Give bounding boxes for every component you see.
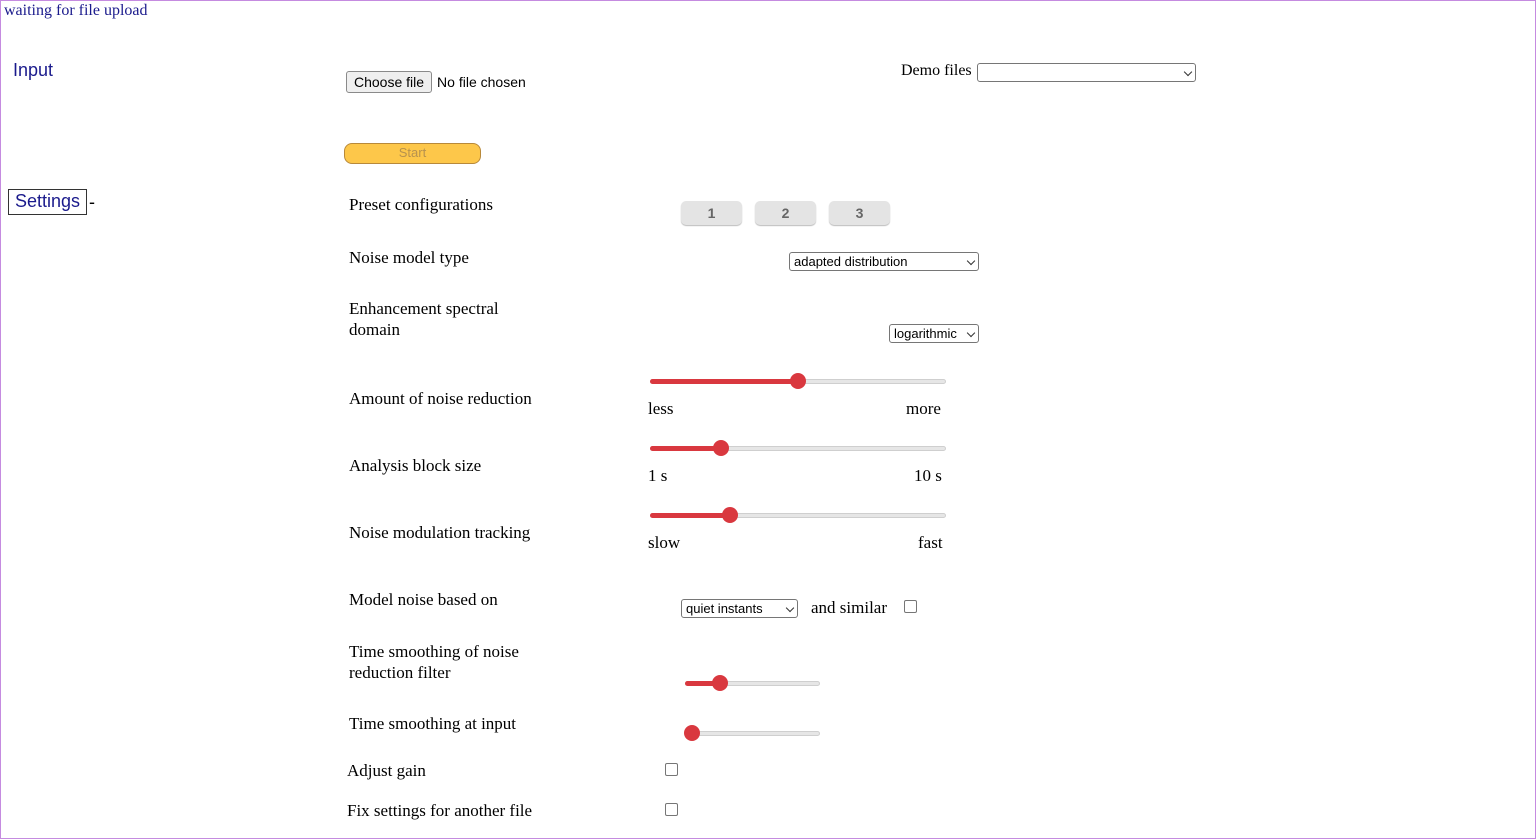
- status-text: waiting for file upload: [4, 2, 148, 19]
- chevron-down-icon: [967, 329, 975, 337]
- slider-fill: [650, 379, 798, 384]
- slider-fill: [650, 446, 721, 451]
- settings-collapse-indicator: -: [89, 191, 96, 212]
- choose-file-button[interactable]: Choose file: [346, 71, 432, 93]
- adjust-gain-label: Adjust gain: [347, 761, 426, 780]
- fix-settings-checkbox[interactable]: [665, 803, 678, 816]
- filter-smoothing-label-line1: Time smoothing of noise: [349, 642, 519, 661]
- block-size-label: Analysis block size: [349, 456, 482, 475]
- settings-header: [8, 189, 95, 215]
- block-size-slider[interactable]: [650, 440, 946, 456]
- noise-model-select[interactable]: [789, 252, 979, 271]
- input-section-title: Input: [13, 60, 54, 80]
- fix-settings-label: Fix settings for another file: [347, 801, 533, 820]
- demo-files-select[interactable]: [977, 63, 1196, 82]
- preset-button-1[interactable]: 1: [681, 201, 742, 225]
- noise-reduction-slider[interactable]: [650, 373, 946, 389]
- filter-smoothing-label-line2: reduction filter: [349, 663, 451, 682]
- preset-label: Preset configurations: [349, 195, 493, 214]
- preset-button-2[interactable]: 2: [755, 201, 816, 225]
- slider-thumb[interactable]: [712, 675, 728, 691]
- input-smoothing-slider[interactable]: [685, 725, 820, 741]
- block-size-max-label: 10 s: [914, 466, 942, 485]
- slider-thumb[interactable]: [713, 440, 729, 456]
- and-similar-checkbox[interactable]: [904, 600, 917, 613]
- block-size-min-label: 1 s: [648, 466, 668, 485]
- chevron-down-icon: [967, 257, 975, 265]
- no-file-text: No file chosen: [437, 74, 526, 90]
- modulation-slider[interactable]: [650, 507, 946, 523]
- modulation-label: Noise modulation tracking: [349, 523, 531, 542]
- noise-model-value: adapted distribution: [794, 254, 908, 269]
- slider-thumb[interactable]: [790, 373, 806, 389]
- noise-reduction-min-label: less: [648, 399, 674, 418]
- chevron-down-icon: [1184, 68, 1192, 76]
- slider-thumb[interactable]: [722, 507, 738, 523]
- preset-button-3[interactable]: 3: [829, 201, 890, 225]
- spectral-domain-select[interactable]: [889, 324, 979, 343]
- slider-fill: [650, 513, 730, 518]
- settings-toggle-button[interactable]: Settings: [8, 189, 87, 215]
- model-based-value: quiet instants: [686, 601, 763, 616]
- demo-files-label: Demo files: [901, 62, 972, 79]
- filter-smoothing-label: [349, 641, 519, 683]
- file-picker[interactable]: [346, 71, 526, 93]
- modulation-min-label: slow: [648, 533, 681, 552]
- filter-smoothing-slider[interactable]: [685, 675, 820, 691]
- spectral-domain-label: [349, 298, 499, 340]
- and-similar-label: and similar: [811, 598, 888, 617]
- model-based-select[interactable]: [681, 599, 798, 618]
- chevron-down-icon: [786, 604, 794, 612]
- slider-thumb[interactable]: [684, 725, 700, 741]
- spectral-domain-label-line2: domain: [349, 320, 400, 339]
- noise-model-label: Noise model type: [349, 248, 469, 267]
- spectral-domain-label-line1: Enhancement spectral: [349, 299, 499, 318]
- spectral-domain-value: logarithmic: [894, 326, 957, 341]
- adjust-gain-checkbox[interactable]: [665, 763, 678, 776]
- model-based-label: Model noise based on: [349, 590, 498, 609]
- input-smoothing-label: Time smoothing at input: [349, 714, 517, 733]
- modulation-max-label: fast: [918, 533, 943, 552]
- noise-reduction-label: Amount of noise reduction: [349, 389, 532, 408]
- slider-track: [685, 731, 820, 736]
- noise-reduction-max-label: more: [906, 399, 941, 418]
- start-button[interactable]: Start: [344, 143, 481, 164]
